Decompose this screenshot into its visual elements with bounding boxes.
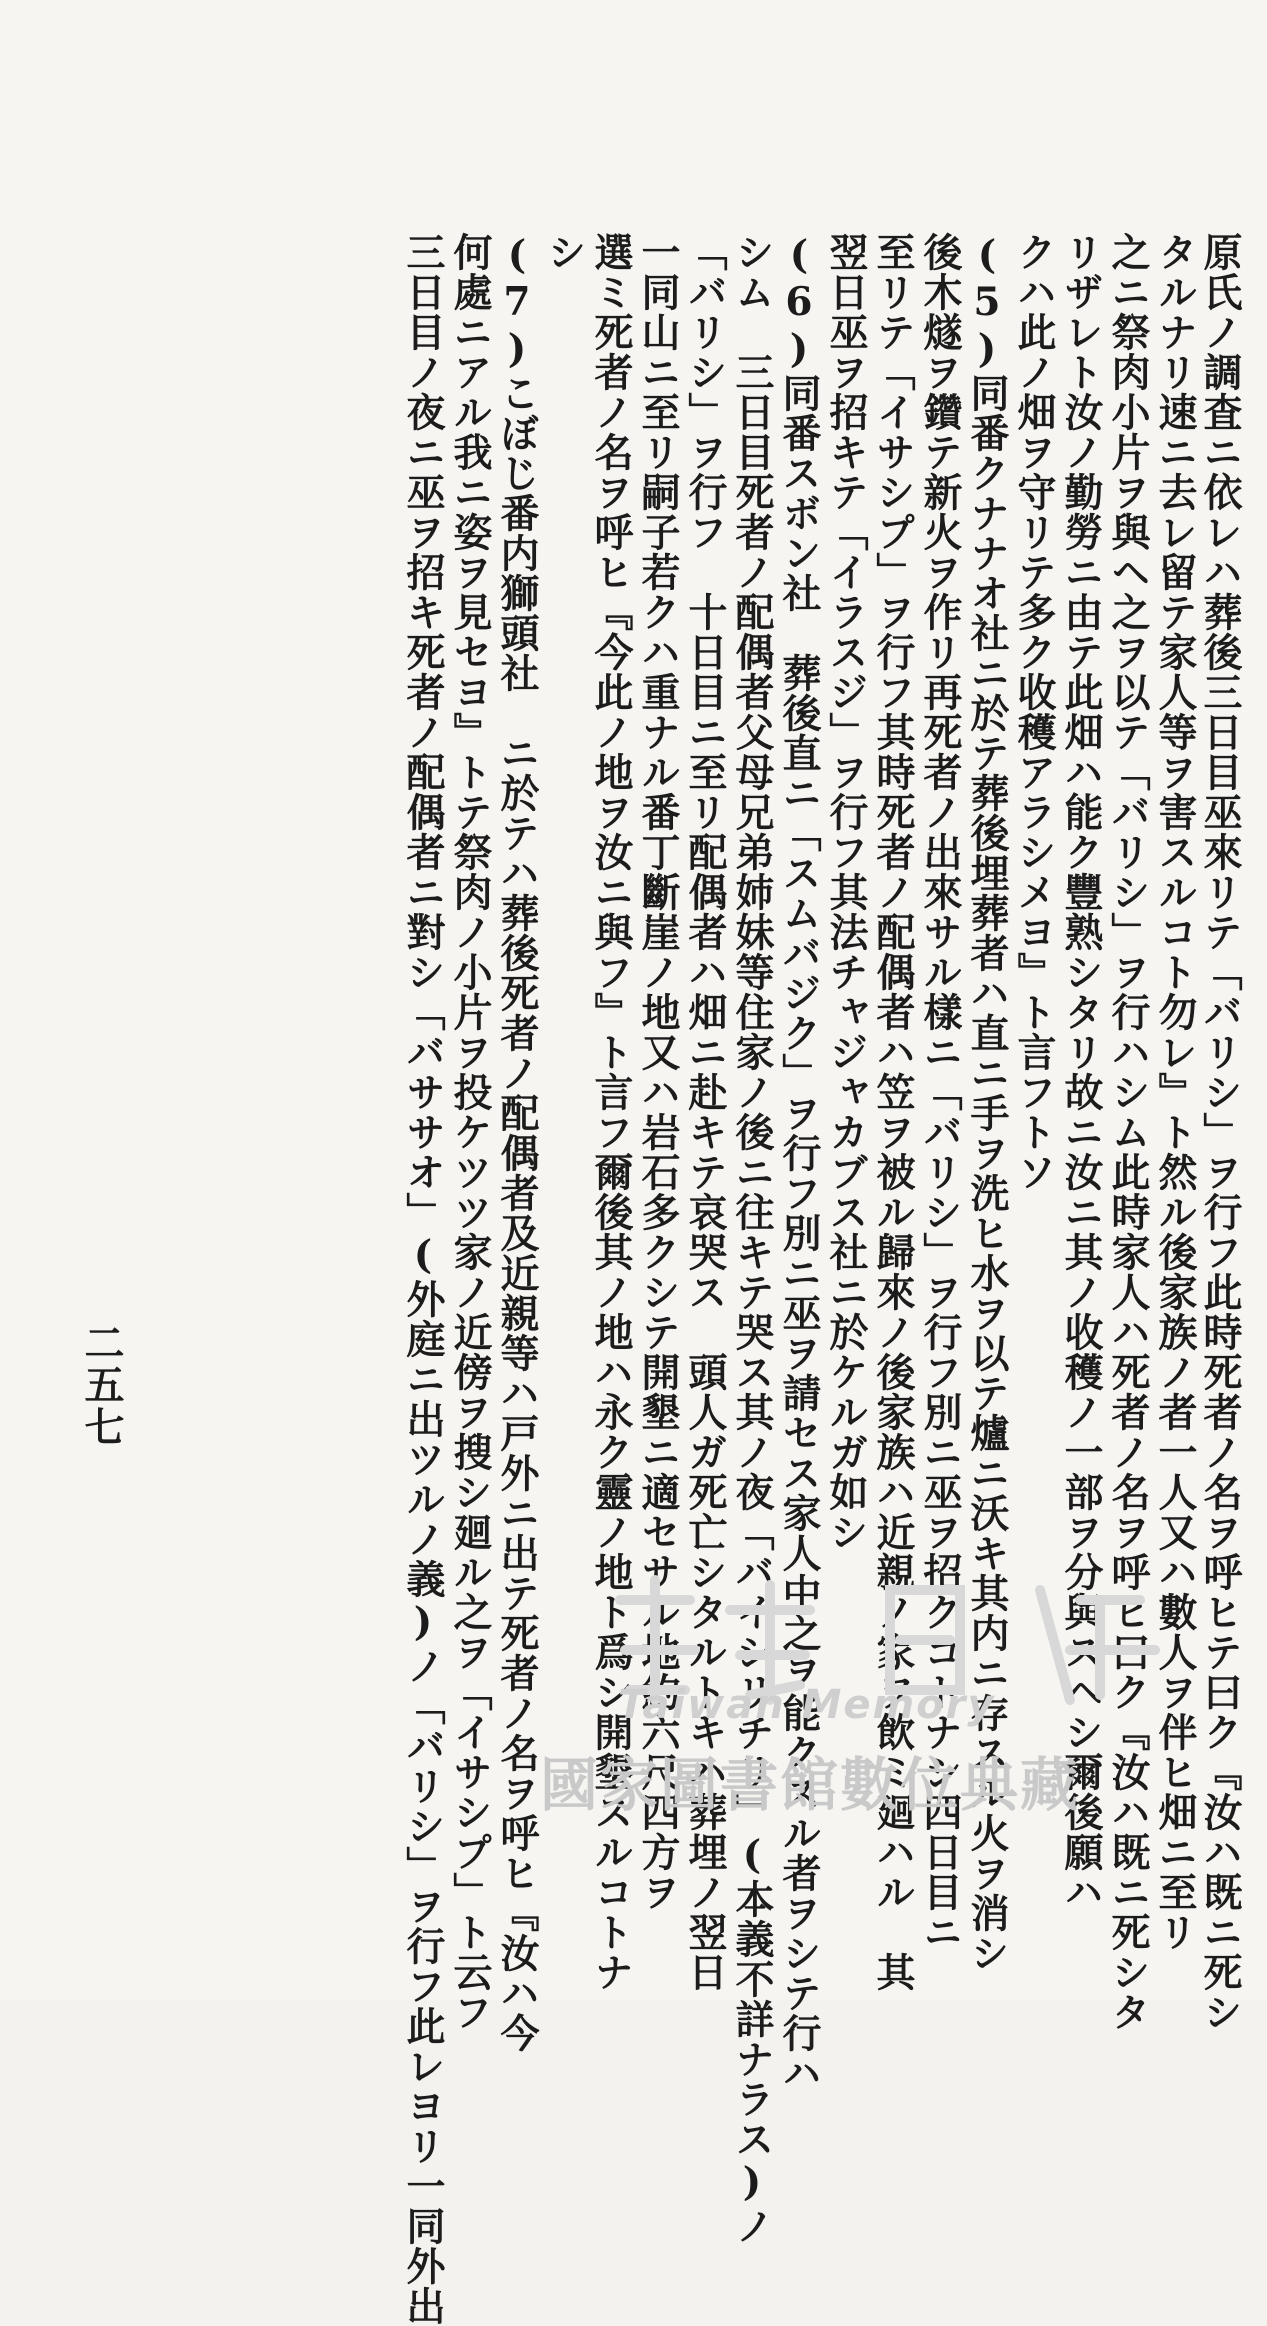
text-column-2: タルナリ速ニ去レ留テ家人等ヲ害スルコト勿レ』ト然ル後家族ノ者一人又ハ數人ヲ伴ヒ畑ニ至リ [1152,232,1198,1952]
text-column-12: 「バリシ」ヲ行フ 十日目ニ至リ配偶者ハ畑ニ赴キテ哀哭ス 頭人ガ死亡シタルトキハ葬埋ノ翌日 [682,232,728,1992]
text-column-11: シム 三日目死者ノ配偶者父母兄弟姉妹等住家ノ後ニ往キテ哭ス其ノ夜「バイシリチリ」(本義不詳ナラス)ノ [729,232,775,2246]
text-column-10: (6)同番スボン社 葬後直ニ「スムバジク」ヲ行フ別ニ巫ヲ請セス家人中之ヲ能クスル者ヲシテ行ハ [776,232,822,2093]
text-column-17: 何處ニアル我ニ姿ヲ見セヨ』トテ祭肉ノ小片ヲ投ケツツ家ノ近傍ヲ搜シ廻ル之ヲ「イサシプ」ト云フ [447,232,493,2032]
text-column-15: シ [541,232,587,272]
watermark-subtext: Taiwan Memory [618,1682,996,1728]
text-column-18: 三日目ノ夜ニ巫ヲ招キ死者ノ配偶者ニ對シ「バササオ」(外庭ニ出ツルノ義)ノ「バリシ」ヲ行フ此レヨリ一同外出 [400,232,446,2326]
text-column-8: 至リテ「イサシプ」ヲ行フ其時死者ノ配偶者ハ笠ヲ被ル歸來ノ後家族ハ近親ノ家ヲ飲ミ廻ハル 其 [870,232,916,1992]
text-column-16: (7)こぼじ番内獅頭社 ニ於テハ葬後死者ノ配偶者及近親等ハ戸外ニ出テ死者ノ名ヲ呼ヒ『汝ハ今 [494,232,540,2053]
text-column-14: 選ミ死者ノ名ヲ呼ヒ『今此ノ地ヲ汝ニ與フ』ト言フ爾後其ノ地ハ永ク靈ノ地ト爲シ開墾スルコトナ [588,232,634,1992]
text-column-5: クハ此ノ畑ヲ守リテ多ク收穫アラシメヨ』ト言フトソ [1011,232,1057,1192]
text-column-1: 原氏ノ調査ニ依レハ葬後三日目巫來リテ「バリシ」ヲ行フ此時死者ノ名ヲ呼ヒテ曰ク『汝ハ既ニ死シ [1197,232,1243,2032]
text-column-7: 後木燧ヲ鑽テ新火ヲ作リ再死者ノ出來サル樣ニ「バリシ」ヲ行フ別ニ巫ヲ招クコトナシ四日目ニ [917,232,963,1952]
text-column-9: 翌日巫ヲ招キテ「イラスジ」ヲ行フ其法チャジャカブス社ニ於ケルガ如シ [823,232,869,1552]
watermark-institution: 國家圖書館數位典藏 [540,1751,1081,1819]
text-column-6: (5)同番クナナオ社ニ於テ葬後埋葬者ハ直ニ手ヲ洗ヒ水ヲ以テ爐ニ沃キ其内ニ存スル火ヲ消シ [964,232,1010,1973]
text-column-3: 之ニ祭肉小片ヲ與ヘ之ヲ以テ「バリシ」ヲ行ハシム此時家人ハ死者ノ名ヲ呼ヒ曰ク『汝ハ既ニ死シタ [1105,232,1151,2032]
page-number: 二五七 [78,1322,125,1448]
text-column-4: リザレト汝ノ勤勞ニ由テ此畑ハ能ク豐熟シタリ故ニ汝ニ其ノ收穫ノ一部ヲ分與スヘシ爾後願ハ [1058,232,1104,1912]
text-column-13: 一同山ニ至リ嗣子若クハ重ナル番丁斷崖ノ地又ハ岩石多クシテ開墾ニ適セサル地約六尺四方ヲ [635,232,681,1912]
